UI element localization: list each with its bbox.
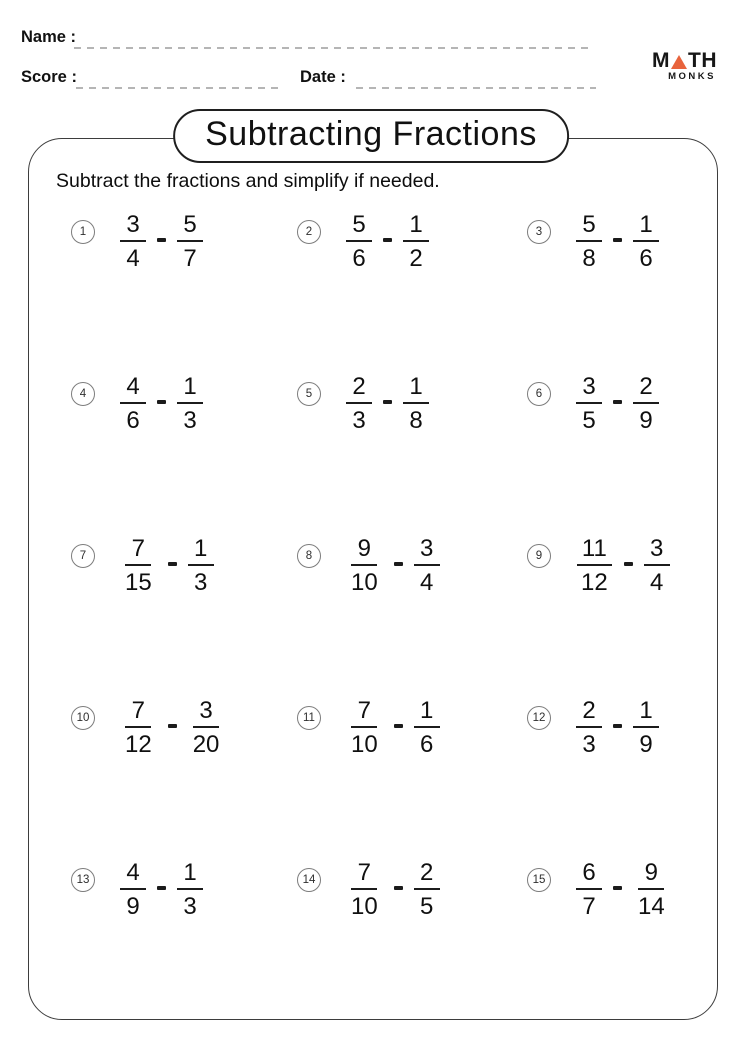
subtrahend-denominator: 9: [639, 731, 653, 758]
fraction-expression: [120, 858, 203, 921]
problem-number-badge: 7: [71, 544, 95, 568]
minuend-denominator: 4: [126, 245, 140, 272]
minuend-denominator: 8: [582, 245, 596, 272]
minuend-numerator: 7: [125, 534, 151, 566]
minuend: [346, 696, 383, 759]
subtrahend: [633, 696, 659, 759]
subtrahend-numerator: 1: [177, 372, 203, 404]
minus-operator-icon: [157, 400, 166, 404]
subtrahend-denominator: 2: [409, 245, 423, 272]
problem-number-badge: 15: [527, 868, 551, 892]
name-fill-line: [74, 47, 592, 49]
fraction-expression: [120, 210, 203, 273]
problem-number-badge: 14: [297, 868, 321, 892]
minuend: [576, 210, 602, 273]
minuend-denominator: 10: [351, 569, 378, 596]
problem: [297, 210, 527, 372]
problem-number-badge: 2: [297, 220, 321, 244]
minus-operator-icon: [157, 886, 166, 890]
problem: [527, 534, 704, 696]
minuend-numerator: 5: [576, 210, 602, 242]
instruction-text: Subtract the fractions and simplify if needed.: [56, 170, 440, 192]
subtrahend: [177, 372, 203, 435]
subtrahend-denominator: 8: [409, 407, 423, 434]
problem-number-badge: 10: [71, 706, 95, 730]
minuend-numerator: 3: [120, 210, 146, 242]
subtrahend-denominator: 5: [420, 893, 434, 920]
problem: [527, 858, 704, 1020]
minuend-numerator: 7: [351, 696, 377, 728]
minuend: [346, 858, 383, 921]
minuend-denominator: 3: [582, 731, 596, 758]
problem: [71, 534, 297, 696]
fraction-expression: [120, 696, 224, 759]
problem-number-badge: 4: [71, 382, 95, 406]
subtrahend: [633, 210, 659, 273]
subtrahend: [414, 858, 440, 921]
subtrahend-numerator: 1: [403, 210, 429, 242]
subtrahend-numerator: 1: [414, 696, 440, 728]
subtrahend-denominator: 6: [639, 245, 653, 272]
subtrahend-numerator: 3: [193, 696, 219, 728]
score-label: Score :: [21, 68, 77, 86]
minus-operator-icon: [394, 886, 403, 890]
problem: [297, 858, 527, 1020]
minuend-numerator: 7: [125, 696, 151, 728]
minuend: [576, 696, 602, 759]
minuend-denominator: 5: [582, 407, 596, 434]
minuend-numerator: 7: [351, 858, 377, 890]
subtrahend: [414, 534, 440, 597]
minuend-denominator: 10: [351, 893, 378, 920]
problem-number-badge: 12: [527, 706, 551, 730]
subtrahend-denominator: 3: [183, 407, 197, 434]
subtrahend: [644, 534, 670, 597]
minuend: [120, 534, 157, 597]
minus-operator-icon: [168, 562, 177, 566]
subtrahend-numerator: 3: [644, 534, 670, 566]
problem-number-badge: 8: [297, 544, 321, 568]
fraction-expression: [120, 372, 203, 435]
fraction-expression: [346, 534, 440, 597]
subtrahend: [633, 372, 659, 435]
minus-operator-icon: [613, 400, 622, 404]
subtrahend-denominator: 20: [192, 731, 220, 758]
subtrahend-denominator: 3: [194, 569, 208, 596]
problem: [71, 210, 297, 372]
subtrahend-numerator: 9: [638, 858, 664, 890]
minuend-denominator: 9: [126, 893, 140, 920]
problem-number-badge: 11: [297, 706, 321, 730]
subtrahend-numerator: 1: [403, 372, 429, 404]
subtrahend: [403, 210, 429, 273]
minuend-numerator: 2: [576, 696, 602, 728]
minuend-numerator: 4: [120, 858, 146, 890]
subtrahend: [414, 696, 440, 759]
page-title: Subtracting Fractions: [173, 109, 569, 163]
score-fill-line: [76, 87, 282, 89]
fraction-expression: [346, 696, 440, 759]
minuend: [346, 210, 372, 273]
minuend: [120, 372, 146, 435]
fraction-expression: [576, 534, 670, 597]
problem: [71, 858, 297, 1020]
problem-number-badge: 13: [71, 868, 95, 892]
math-monks-logo: [652, 50, 717, 82]
minuend: [120, 858, 146, 921]
problem-number-badge: 6: [527, 382, 551, 406]
problem-number-badge: 5: [297, 382, 321, 406]
fraction-expression: [576, 696, 659, 759]
minuend-denominator: 10: [351, 731, 378, 758]
minus-operator-icon: [394, 724, 403, 728]
minus-operator-icon: [383, 238, 392, 242]
subtrahend-numerator: 2: [633, 372, 659, 404]
problem: [297, 372, 527, 534]
minuend: [576, 858, 602, 921]
problem-number-badge: 1: [71, 220, 95, 244]
fraction-expression: [346, 372, 429, 435]
subtrahend: [403, 372, 429, 435]
subtrahend-numerator: 2: [414, 858, 440, 890]
problem: [297, 696, 527, 858]
fraction-expression: [576, 858, 670, 921]
minuend-numerator: 2: [346, 372, 372, 404]
problem: [71, 372, 297, 534]
minus-operator-icon: [613, 238, 622, 242]
subtrahend: [177, 858, 203, 921]
problem: [71, 696, 297, 858]
name-label: Name :: [21, 28, 77, 46]
minuend-numerator: 11: [577, 534, 612, 566]
subtrahend-denominator: 9: [639, 407, 653, 434]
subtrahend-numerator: 3: [414, 534, 440, 566]
problem: [297, 534, 527, 696]
minuend-denominator: 6: [126, 407, 140, 434]
date-label: Date :: [300, 68, 346, 86]
minuend-numerator: 5: [346, 210, 372, 242]
minus-operator-icon: [157, 238, 166, 242]
minuend: [346, 534, 383, 597]
subtrahend-denominator: 3: [183, 893, 197, 920]
minuend-denominator: 7: [582, 893, 596, 920]
minuend-numerator: 6: [576, 858, 602, 890]
subtrahend-denominator: 6: [420, 731, 434, 758]
minuend: [576, 534, 613, 597]
minuend: [576, 372, 602, 435]
minus-operator-icon: [624, 562, 633, 566]
subtrahend-denominator: 4: [650, 569, 664, 596]
minuend-numerator: 4: [120, 372, 146, 404]
fraction-expression: [576, 210, 659, 273]
triangle-icon: [671, 55, 687, 69]
fraction-expression: [120, 534, 214, 597]
problems-grid: [44, 210, 704, 1020]
subtrahend-denominator: 4: [420, 569, 434, 596]
minuend-denominator: 6: [352, 245, 366, 272]
logo-subtext: MONKS: [668, 71, 716, 82]
logo-letters-th: TH: [688, 49, 717, 72]
subtrahend: [633, 858, 670, 921]
logo-letter-m: M: [652, 49, 670, 72]
subtrahend-denominator: 14: [638, 893, 665, 920]
minuend-denominator: 15: [125, 569, 152, 596]
minuend-denominator: 3: [352, 407, 366, 434]
subtrahend-denominator: 7: [183, 245, 197, 272]
subtrahend-numerator: 1: [177, 858, 203, 890]
problem-number-badge: 9: [527, 544, 551, 568]
logo-wordmark: [652, 50, 717, 72]
minus-operator-icon: [394, 562, 403, 566]
subtrahend: [177, 210, 203, 273]
minus-operator-icon: [168, 724, 177, 728]
subtrahend-numerator: 5: [177, 210, 203, 242]
minuend-numerator: 9: [351, 534, 377, 566]
minus-operator-icon: [613, 886, 622, 890]
subtrahend: [188, 696, 225, 759]
problem: [527, 210, 704, 372]
fraction-expression: [346, 858, 440, 921]
subtrahend-numerator: 1: [633, 210, 659, 242]
subtrahend-numerator: 1: [633, 696, 659, 728]
subtrahend-numerator: 1: [188, 534, 214, 566]
fraction-expression: [576, 372, 659, 435]
fraction-expression: [346, 210, 429, 273]
minuend-denominator: 12: [581, 569, 608, 596]
problem: [527, 696, 704, 858]
minuend-denominator: 12: [125, 731, 152, 758]
problem-number-badge: 3: [527, 220, 551, 244]
subtrahend: [188, 534, 214, 597]
minus-operator-icon: [613, 724, 622, 728]
minus-operator-icon: [383, 400, 392, 404]
problem: [527, 372, 704, 534]
minuend: [120, 210, 146, 273]
minuend: [120, 696, 157, 759]
minuend: [346, 372, 372, 435]
minuend-numerator: 3: [576, 372, 602, 404]
date-fill-line: [356, 87, 596, 89]
